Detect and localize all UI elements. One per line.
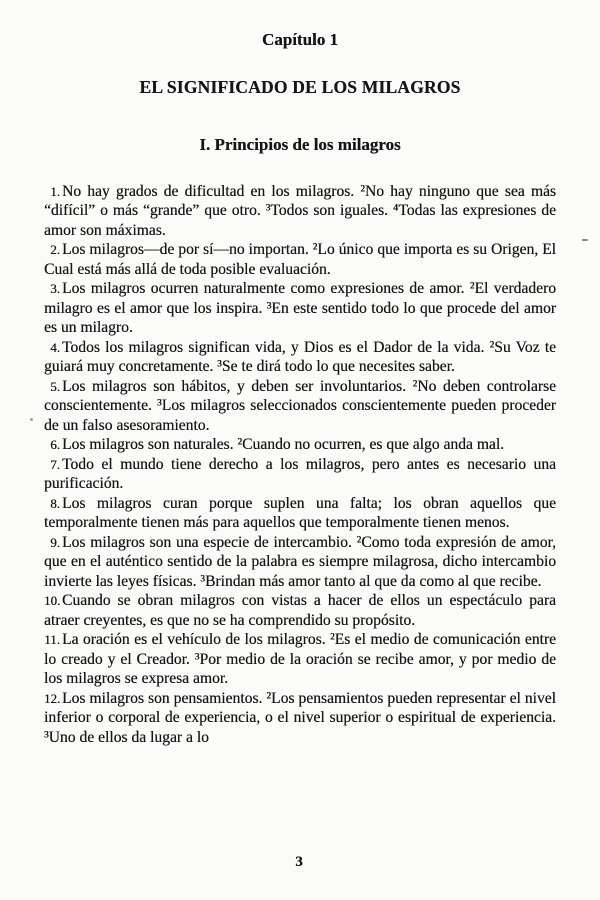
principle-text: No hay grados de dificultad en los milagros. ²No hay ninguno que sea más “difícil” o más “grande” que otro. ³Todos son iguales. ⁴Todas las expresiones de amor son máximas. — [44, 182, 556, 239]
principle-number: 8. — [50, 495, 60, 511]
principle-item — [44, 591, 556, 630]
principle-number: 5. — [50, 378, 60, 394]
principle-item — [44, 377, 556, 436]
principle-text: Los milagros son naturales. ²Cuando no ocurren, es que algo anda mal. — [62, 436, 505, 454]
principle-item — [44, 630, 556, 689]
scan-speck — [582, 239, 588, 241]
principle-number: 12. — [44, 690, 61, 706]
chapter-title: EL SIGNIFICADO DE LOS MILAGROS — [139, 76, 461, 97]
principle-number: 6. — [50, 437, 60, 453]
principle-text: Los milagros—de por sí—no importan. ²Lo único que importa es su Origen, El Cual está más allá de toda posible evaluación. — [44, 241, 556, 278]
principle-text: Todo el mundo tiene derecho a los milagros, pero antes es necesario una purificación. — [44, 455, 556, 493]
principle-text: Los milagros son hábitos, y deben ser involuntarios. ²No deben controlarse conscientemente. ³Los milagros seleccionados conscientemente pueden proceder de un falso asesoramiento. — [44, 377, 556, 434]
principle-text: La oración es el vehículo de los milagros. ²Es el medio de comunicación entre lo creado y el Creador. ³Por medio de la oración se recibe amor, y por medio de los milagros se expresa amor. — [44, 631, 556, 688]
principle-text: Los milagros son una especie de intercambio. ²Como toda expresión de amor, que en el auténtico sentido de la palabra es siempre milagrosa, dicho intercambio invierte las leyes físicas. ³Brindan más amor tanto al que da como al que recibe. — [44, 533, 556, 590]
principles-list — [44, 182, 556, 748]
chapter-number: Capítulo 1 — [261, 30, 339, 49]
principle-number: 1. — [50, 183, 60, 199]
principle-number: 4. — [50, 339, 60, 355]
principle-text: Los milagros ocurren naturalmente como expresiones de amor. ²El verdadero milagro es el amor que los inspira. ³En este sentido todo lo que procede del amor es un milagro. — [44, 280, 556, 337]
principle-item — [44, 182, 556, 241]
scan-speck — [30, 418, 33, 421]
principle-item — [44, 455, 556, 494]
principle-item — [44, 240, 556, 279]
principle-text: Cuando se obran milagros con vistas a hacer de ellos un espectáculo para atraer creyentes, es que no se ha comprendido su propósito. — [44, 592, 556, 629]
section-title: I. Principios de los milagros — [199, 134, 401, 154]
principle-number: 2. — [50, 242, 60, 258]
principle-item — [44, 689, 556, 748]
principle-number: 3. — [50, 281, 60, 297]
principle-item — [44, 435, 556, 455]
principle-text: Los milagros curan porque suplen una falta; los obran aquellos que temporalmente tienen más para aquellos que temporalmente tienen menos. — [44, 494, 556, 532]
principle-text: Los milagros son pensamientos. ²Los pensamientos pueden representar el nivel inferior o corporal de experiencia, o el nivel superior o espiritual de experiencia. ³Uno de ellos da lugar a lo — [44, 689, 556, 746]
principle-item — [44, 338, 556, 377]
principle-number: 7. — [50, 456, 60, 472]
principle-text: Todos los milagros significan vida, y Dios es el Dador de la vida. ²Su Voz te guiará muy concretamente. ³Se te dirá todo lo que necesites saber. — [44, 338, 556, 376]
principle-number: 11. — [44, 632, 60, 648]
principle-item — [44, 494, 556, 533]
principle-number: 10. — [44, 593, 61, 609]
principle-item — [44, 279, 556, 338]
principle-item — [44, 533, 556, 592]
page-number: 3 — [295, 854, 303, 870]
principle-number: 9. — [50, 534, 60, 550]
